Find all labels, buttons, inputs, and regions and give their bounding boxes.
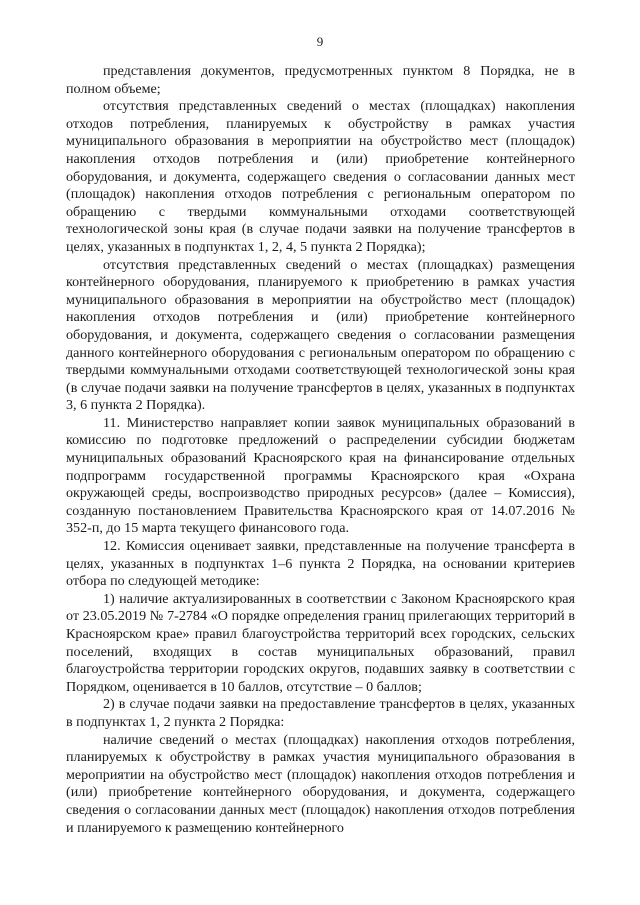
paragraph: 12. Комиссия оценивает заявки, представленные на получение трансферта в целях, указанных в подпунктах 1–6 пункта 2 Порядка, на основании критериев отбора по следующей методике: — [66, 538, 575, 590]
paragraph: наличие сведений о местах (площадках) накопления отходов потребления, планируемых к обустройству в рамках участия муниципального образования в мероприятии на обустройство мест (площадок) накопления отходов потребления и (или) приобретение контейнерного оборудования, и документа, содержащего сведения о согласовании данных мест (площадок) накопления отходов потребления и планируемого к размещению контейнерного — [66, 731, 575, 836]
paragraph: 1) наличие актуализированных в соответствии с Законом Красноярского края от 23.05.2019 № 7-2784 «О порядке определения границ прилегающих территорий в Красноярском крае» правил благоустройства территорий всех городских, сельских поселений, входящих в состав муниципальных образований, правил благоустройства территории городских округов, подавших заявку в соответствии с Порядком, оценивается в 10 баллов, отсутствие – 0 баллов; — [66, 590, 575, 695]
paragraph: представления документов, предусмотренных пунктом 8 Порядка, не в полном объеме; — [66, 63, 575, 97]
paragraph: 2) в случае подачи заявки на предоставление трансфертов в целях, указанных в подпунктах 1, 2 пункта 2 Порядка: — [66, 696, 575, 730]
page-number: 9 — [316, 34, 324, 49]
paragraph: 11. Министерство направляет копии заявок муниципальных образований в комиссию по подготовке предложений о распределении субсидии бюджетам муниципальных образований Красноярского края на финансирование отдельных подпрограмм государственной программы Красноярского края «Охрана окружающей среды, воспроизводство природных ресурсов» (далее – Комиссия), созданную постановлением Правительства Красноярского края от 14.07.2016 № 352-п, до 15 марта текущего финансового года. — [66, 414, 575, 537]
paragraph: отсутствия представленных сведений о местах (площадках) размещения контейнерного оборудования, планируемого к приобретению в рамках участия муниципального образования в мероприятии на обустройство мест (площадок) накопления отходов потребления и (или) приобретение контейнерного оборудования, и документа, содержащего сведения о согласовании размещения данного контейнерного оборудования с региональным оператором по обращению с твердыми коммунальными отходами соответствующей технологической зоны края (в случае подачи заявки на получение трансфертов в целях, указанных в подпунктах 3, 6 пункта 2 Порядка). — [66, 256, 575, 414]
paragraph: отсутствия представленных сведений о местах (площадках) накопления отходов потребления, планируемых к обустройству в рамках участия муниципального образования в мероприятии на обустройство мест (площадок) накопления отходов потребления и (или) приобретение контейнерного оборудования, и документа, содержащего сведения о согласовании данных мест (площадок) накопления отходов потребления с региональным оператором по обращению с твердыми коммунальными отходами соответствующей технологической зоны края (в случае подачи заявки на получение трансфертов в целях, указанных в подпунктах 1, 2, 4, 5 пункта 2 Порядка); — [66, 98, 575, 255]
document-body — [66, 63, 575, 837]
